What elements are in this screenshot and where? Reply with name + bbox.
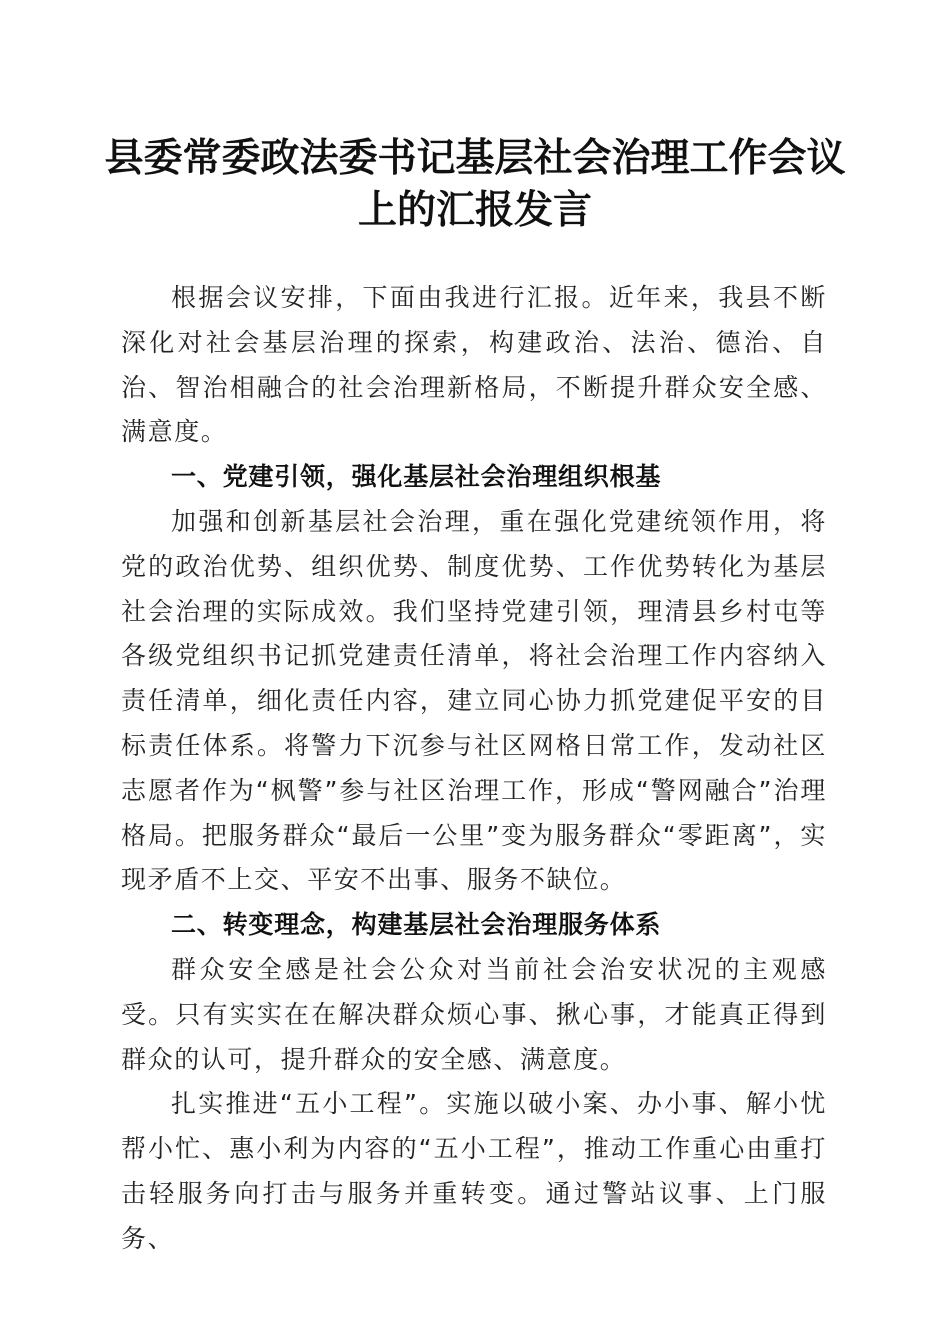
paragraph-sense-of-security: 群众安全感是社会公众对当前社会治安状况的主观感受。只有实实在在解决群众烦心事、揪心事，才能真正得到群众的认可，提升群众的安全感、满意度。 xyxy=(121,954,827,1074)
paragraph-intro: 根据会议安排，下面由我进行汇报。近年来，我县不断深化对社会基层治理的探索，构建政治、法治、德治、自治、智治相融合的社会治理新格局，不断提升群众安全感、满意度。 xyxy=(121,283,827,447)
document-body xyxy=(121,276,827,1262)
document-title: 县委常委政法委书记基层社会治理工作会议上的汇报发言 xyxy=(104,135,846,233)
section-heading-1: 一、党建引领，强化基层社会治理组织根基 xyxy=(171,462,662,492)
paragraph-five-small-projects: 扎实推进“五小工程”。实施以破小案、办小事、解小忧帮小忙、惠小利为内容的“五小工程”，推动工作重心由重打击轻服务向打击与服务并重转变。通过警站议事、上门服务、 xyxy=(121,1089,827,1253)
paragraph-party-leadership: 加强和创新基层社会治理，重在强化党建统领作用，将党的政治优势、组织优势、制度优势、工作优势转化为基层社会治理的实际成效。我们坚持党建引领，理清县乡村屯等各级党组织书记抓党建责任清单，将社会治理工作内容纳入责任清单，细化责任内容，建立同心协力抓党建促平安的目标责任体系。将警力下沉参与社区网格日常工作，发动社区志愿者作为“枫警”参与社区治理工作，形成“警网融合”治理格局。把服务群众“最后一公里”变为服务群众“零距离”，实现矛盾不上交、平安不出事、服务不缺位。 xyxy=(121,506,827,895)
section-heading-2: 二、转变理念，构建基层社会治理服务体系 xyxy=(171,910,662,940)
